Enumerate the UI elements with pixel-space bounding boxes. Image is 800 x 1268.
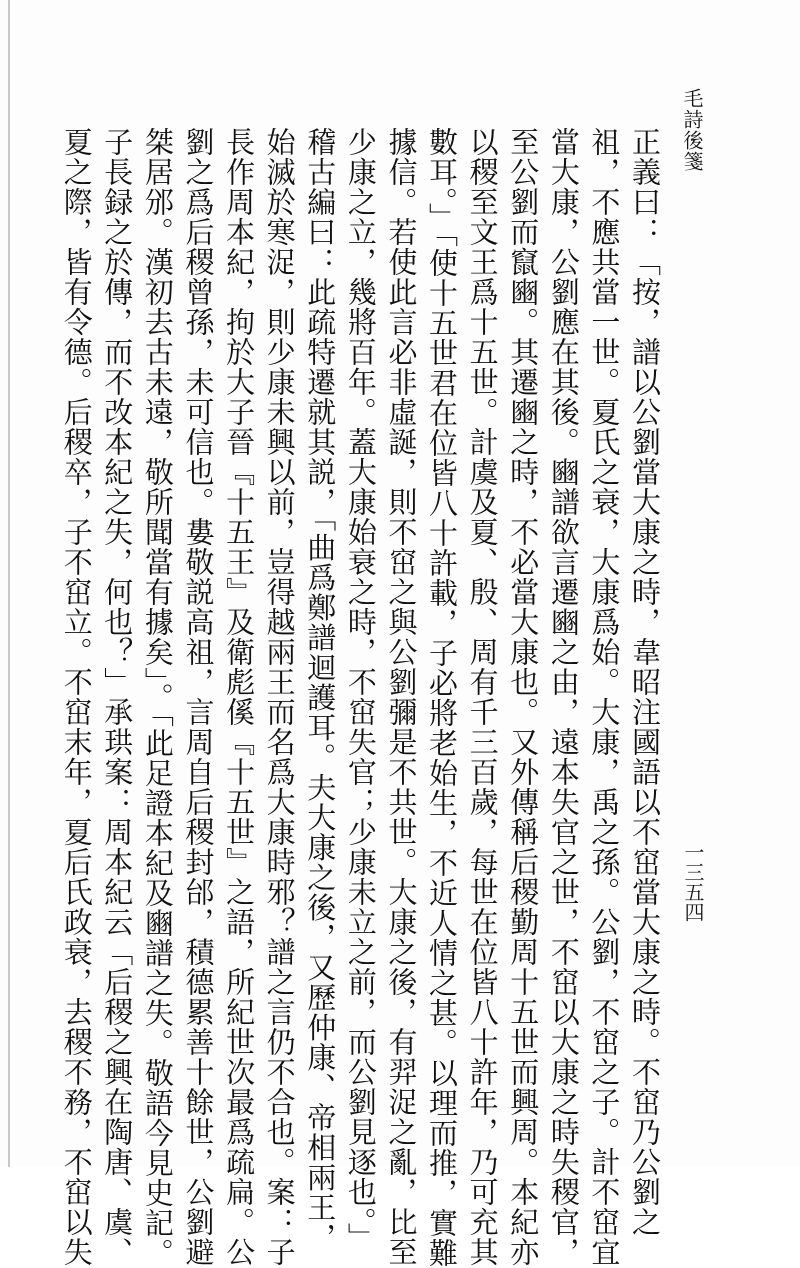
text-column: 以稷至文王爲十五世。計虞及夏、殷、周有千三百歲，每世在位皆八十許年，乃可充其 [465, 127, 500, 1267]
running-title: 毛詩後箋 [680, 88, 704, 172]
text-column: 劉之爲后稷曾孫，未可信也。婁敬説高祖，言周自后稷封邰，積德累善十餘世，公劉避 [181, 127, 216, 1267]
text-column: 至公劉而竄豳。其遷豳之時，不必當大康也。又外傳稱后稷勤周十五世而興周。本紀亦 [506, 127, 541, 1267]
text-column: 祖，不應共當一世。夏氏之衰，大康爲始。大康，禹之孫。公劉，不窋之子。計不窋宜 [587, 127, 622, 1267]
text-column: 桀居邠。漢初去古未遠，敬所聞當有據矣」。「此足證本紀及豳譜之失。敬語今見史記。 [140, 127, 175, 1268]
text-column: 始滅於寒浞，則少康未興以前，豈得越兩王而名爲大康時邪？譜之言仍不合也。案：子 [262, 127, 297, 1267]
text-column: 當大康，公劉應在其後。豳譜欲言遷豳之由，遠本失官之世，不窋以大康之時失稷官， [546, 127, 581, 1267]
text-column: 子長録之於傳，而不改本紀之失，何也？」承珙案：周本紀云「后稷之興在陶唐、虞、 [100, 127, 135, 1267]
text-column: 稽古編曰：此疏特遷就其説，「曲爲鄭譜迴護耳。夫大康之後，又歷仲康、帝相兩王， [303, 127, 338, 1253]
text-column: 正義曰：「按，譜以公劉當大康之時，韋昭注國語以不窋當大康之時。不窋乃公劉之 [628, 127, 662, 1237]
text-column: 長作周本紀，拘於大子晉『十五王』及衛彪傒『十五世』之語，所紀世次最爲疏扁。公 [222, 127, 257, 1267]
body-text [59, 127, 665, 1268]
text-column: 少康之立，幾將百年。蓋大康始衰之時，不窋失官；少康未立之前，而公劉見逐也。」 [343, 127, 378, 1253]
text-column: 據信。若使此言必非虛誕，則不窋之與公劉彌是不共世。大康之後，有羿浞之亂，比至 [384, 127, 419, 1267]
page-number: 一三五四 [681, 842, 705, 922]
text-column: 數耳。」「使十五世君在位皆八十許載，子必將老始生，不近人情之甚。以理而推，實難 [425, 127, 460, 1268]
page-edge-rule [8, 0, 10, 1167]
text-column: 夏之際，皆有令德。后稷卒，子不窋立。不窋末年，夏后氏政衰，去稷不務，不窋以失 [59, 127, 94, 1267]
